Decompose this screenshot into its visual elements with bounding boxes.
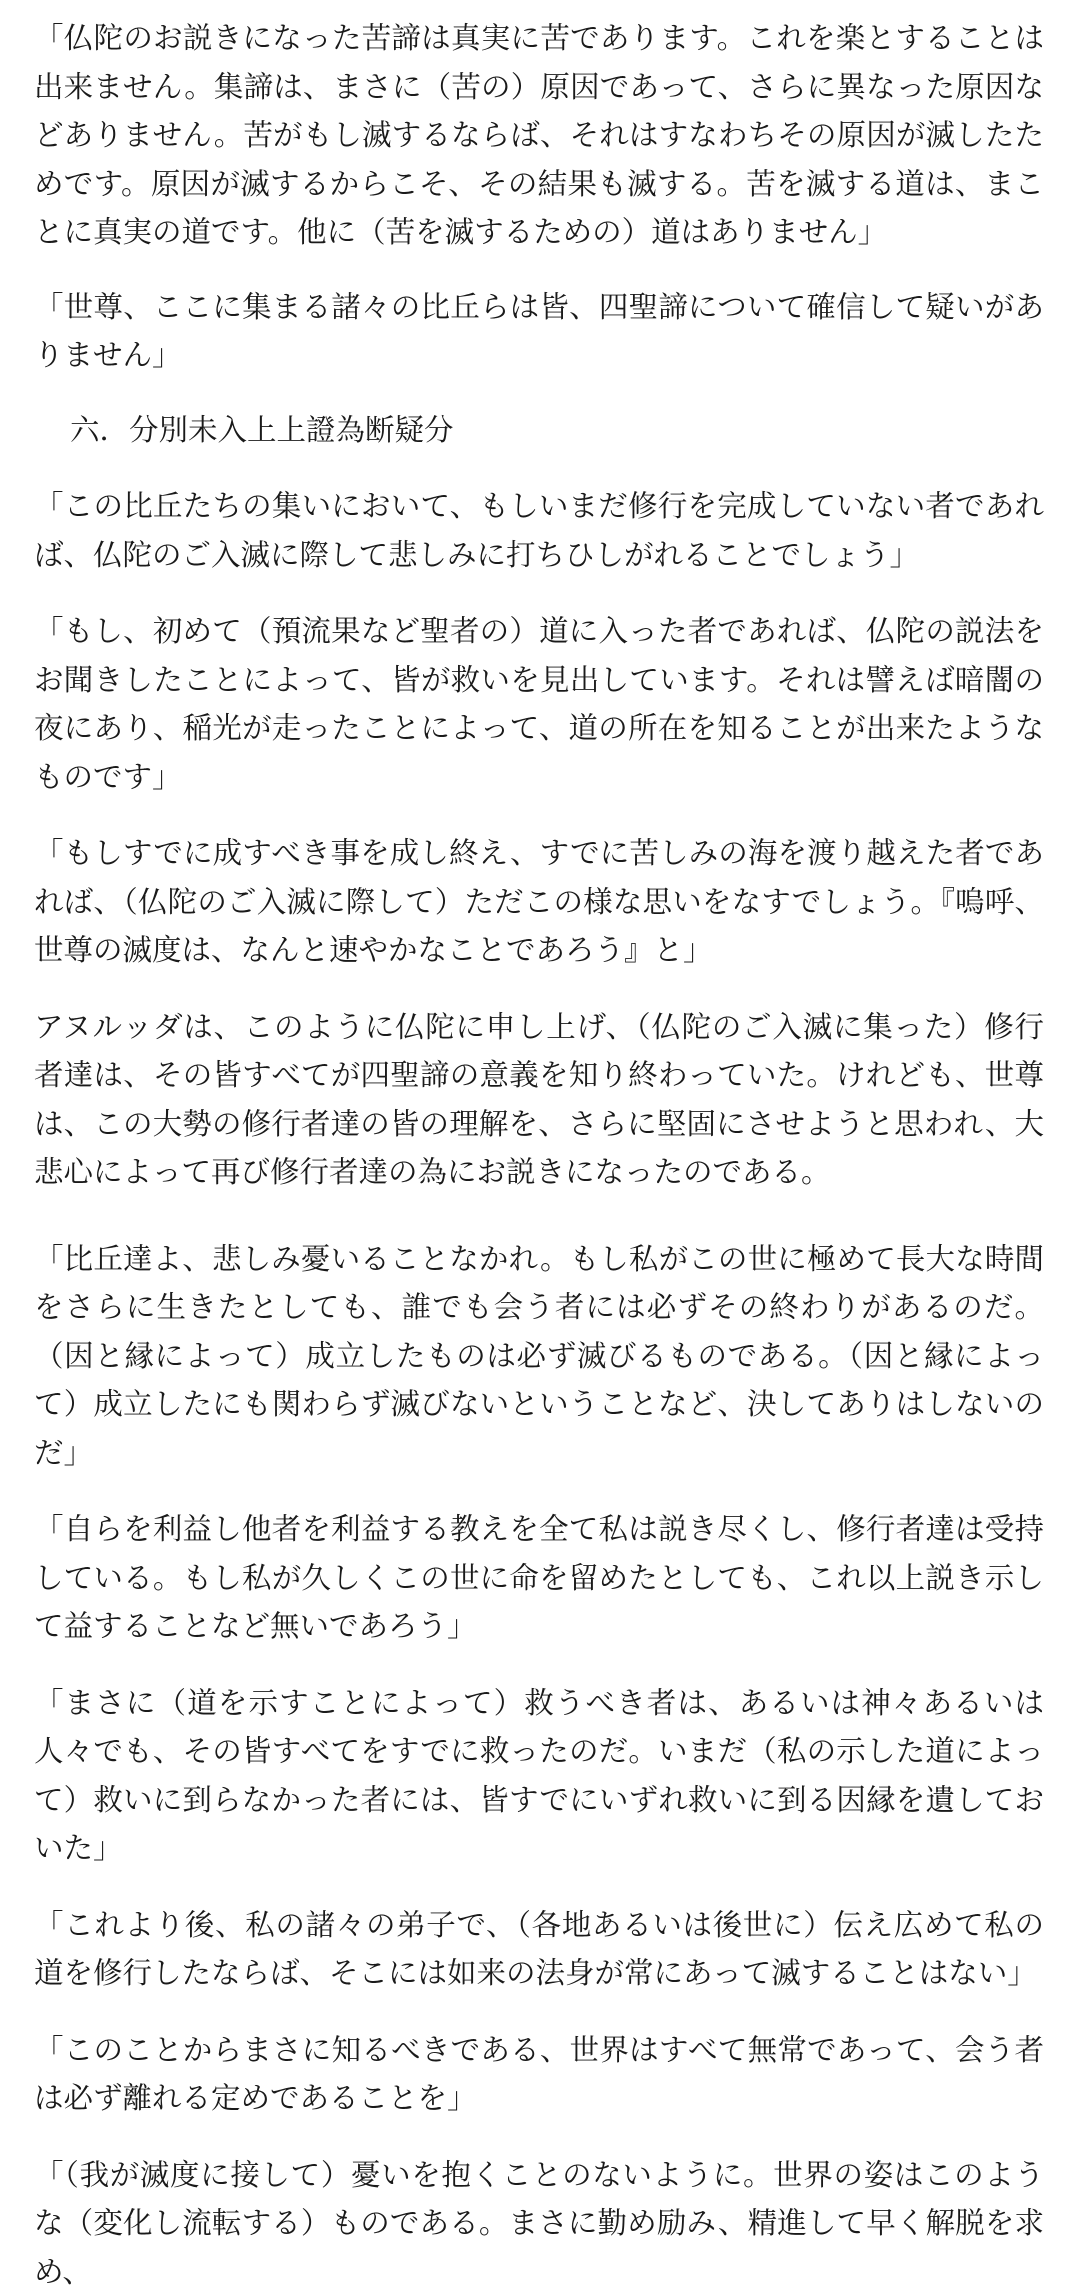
paragraph-2: 「世尊、ここに集まる諸々の比丘らは皆、四聖諦について確信して疑いがありません」	[34, 283, 1044, 380]
section-heading: 六．分別未入上上證為断疑分	[34, 406, 1044, 455]
paragraph-11: 「このことからまさに知るべきである、世界はすべて無常であって、会う者は必ず離れる定めであることを」	[34, 2026, 1044, 2123]
paragraph-6: アヌルッダは、このように仏陀に申し上げ、（仏陀のご入滅に集った）修行者達は、その皆すべてが四聖諦の意義を知り終わっていた。けれども、世尊は、この大勢の修行者達の皆の理解を、さらに堅固にさせようと思われ、大悲心によって再び修行者達の為にお説きになったのである。	[34, 1003, 1044, 1197]
paragraph-3: 「この比丘たちの集いにおいて、もしいまだ修行を完成していない者であれば、仏陀のご入滅に際して悲しみに打ちひしがれることでしょう」	[34, 482, 1044, 579]
paragraph-5: 「もしすでに成すべき事を成し終え、すでに苦しみの海を渡り越えた者であれば、（仏陀のご入滅に際して）ただこの様な思いをなすでしょう。『嗚呼、世尊の滅度は、なんと速やかなことであろう』と」	[34, 829, 1044, 975]
paragraph-4: 「もし、初めて（預流果など聖者の）道に入った者であれば、仏陀の説法をお聞きしたことによって、皆が救いを見出しています。それは譬えば暗闇の夜にあり、稲光が走ったことによって、道の所在を知ることが出来たようなものです」	[34, 607, 1044, 801]
paragraph-1: 「仏陀のお説きになった苦諦は真実に苦であります。これを楽とすることは出来ません。集諦は、まさに（苦の）原因であって、さらに異なった原因などありません。苦がもし滅するならば、それはすなわちその原因が滅したためです。原因が滅するからこそ、その結果も滅する。苦を滅する道は、まことに真実の道です。他に（苦を滅するための）道はありません」	[34, 14, 1044, 257]
paragraph-7: 「比丘達よ、悲しみ憂いることなかれ。もし私がこの世に極めて長大な時間をさらに生きたとしても、誰でも会う者には必ずその終わりがあるのだ。（因と縁によって）成立したものは必ず滅びるものである。（因と縁によって）成立したにも関わらず滅びないということなど、決してありはしないのだ」	[34, 1235, 1044, 1478]
paragraph-10: 「これより後、私の諸々の弟子で、（各地あるいは後世に）伝え広めて私の道を修行したならば、そこには如来の法身が常にあって滅することはない」	[34, 1901, 1044, 1998]
paragraph-12: 「（我が滅度に接して）憂いを抱くことのないように。世界の姿はこのような（変化し流転する）ものである。まさに勤め励み、精進して早く解脱を求め、	[34, 2151, 1044, 2296]
paragraph-9: 「まさに（道を示すことによって）救うべき者は、あるいは神々あるいは人々でも、その皆すべてをすでに救ったのだ。いまだ（私の示した道によって）救いに到らなかった者には、皆すでにいずれ救いに到る因縁を遺しておいた」	[34, 1679, 1044, 1873]
paragraph-8: 「自らを利益し他者を利益する教えを全て私は説き尽くし、修行者達は受持している。もし私が久しくこの世に命を留めたとしても、これ以上説き示して益することなど無いであろう」	[34, 1505, 1044, 1651]
